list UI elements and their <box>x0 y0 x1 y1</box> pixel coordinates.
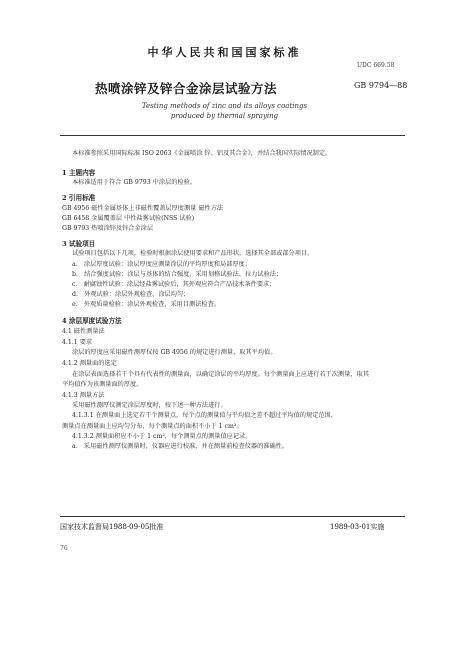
body-line: GB 4956 磁性金属基体上非磁性覆盖层厚度测量 磁性方法 <box>62 204 224 212</box>
body-line: 4.1.3 测量方法 <box>62 392 105 399</box>
section-heading: 1 主题内容 <box>62 169 96 177</box>
english-title-line2: produced by thermal spraying <box>170 112 279 120</box>
body-line: 涂层的厚度应采用磁性测厚仪按 GB 4956 的规定进行测量，取其平均值。 <box>72 349 277 357</box>
body-line: 4.1 磁性测量法 <box>62 327 105 335</box>
body-line: e． 外观质量检验：涂层外观检查，采用目测法检查。 <box>72 301 220 309</box>
body-line: d． 外观试验：涂层外观检查，涂层均匀； <box>72 291 190 299</box>
body-line: c． 耐腐蚀性试验：涂层经盐雾试验后，其外观应符合产品技术条件要求； <box>72 281 276 288</box>
intro-paragraph: 本标准参照采用国际标准 ISO 2063《金属喷涂 锌、铝及其合金》，并结合我国实际情况制定。 <box>72 150 332 157</box>
body-line: 4.1.3.2 测量面积应不小于 1 cm²，每个测量点的测量值应记录。 <box>72 432 252 440</box>
section-heading: 4 涂层厚度试验方法 <box>62 316 122 325</box>
body-line: 4.1.1 要求 <box>62 339 93 346</box>
body-line: 试验项目包括以下几项，检验时根据涂层使用要求和产品形状，选择其全部或部分项目。 <box>72 250 314 258</box>
body-line: a． 涂层厚度试验：涂层厚度应测量涂层的平均厚度和局部厚度； <box>72 260 251 268</box>
approval-date: 国家技术监督局1988-09-05批准 <box>60 523 164 531</box>
implementation-date: 1989-03-01实施 <box>330 523 385 531</box>
body-line: 在涂层表面选择若干个具有代表性的测量面，以确定涂层的平均厚度。每个测量面上应进行若干次测量，取其 <box>72 370 369 378</box>
body-line: 测量点在测量面上应均匀分布，每个测量点的面积不小于 1 cm²。 <box>62 422 243 430</box>
body-line: GB 6458 金属覆盖层 中性盐雾试验(NSS 试验) <box>62 214 195 222</box>
body-line: 4.1.3.1 在测量面上选定若干个测量点，每个点的测量值与平均值之差不超过平均值的规定范围， <box>72 412 337 420</box>
body-line: 平均值作为该测量面的厚度。 <box>62 380 143 388</box>
footer-divider <box>60 516 405 517</box>
section-heading: 3 试验项目 <box>62 240 96 249</box>
body-line: b． 结合强度试验：涂层与基体的结合强度，采用划格试验法、拉力试验法； <box>72 270 283 278</box>
body-line: a． 采用磁性测厚仪测量时，仪器应进行校准，并在测量前检查仪器的准确性。 <box>72 443 289 450</box>
standard-number: GB 9794—88 <box>354 81 408 90</box>
body-line: 4.1.2 测量面的选定 <box>62 360 117 368</box>
section-heading: 2 引用标准 <box>62 194 96 203</box>
body-line: GB 9793 热喷涂锌及锌合金涂层 <box>62 225 154 232</box>
body-line: 采用磁性测厚仪测定涂层厚度时，按下述一种方法进行。 <box>72 402 227 410</box>
document-title: 热喷涂锌及锌合金涂层试验方法 <box>95 81 278 96</box>
udc-code: UDC 669.58 <box>357 62 395 69</box>
header-divider <box>60 135 405 136</box>
english-title-line1: Testing methods of zinc and its alloys coatings <box>141 102 308 110</box>
body-line: 本标准适用于符合 GB 9793 中涂层的检验。 <box>72 179 196 187</box>
page-number: 76 <box>60 545 68 552</box>
standard-header: 中华人民共和国国家标准 <box>147 46 302 59</box>
